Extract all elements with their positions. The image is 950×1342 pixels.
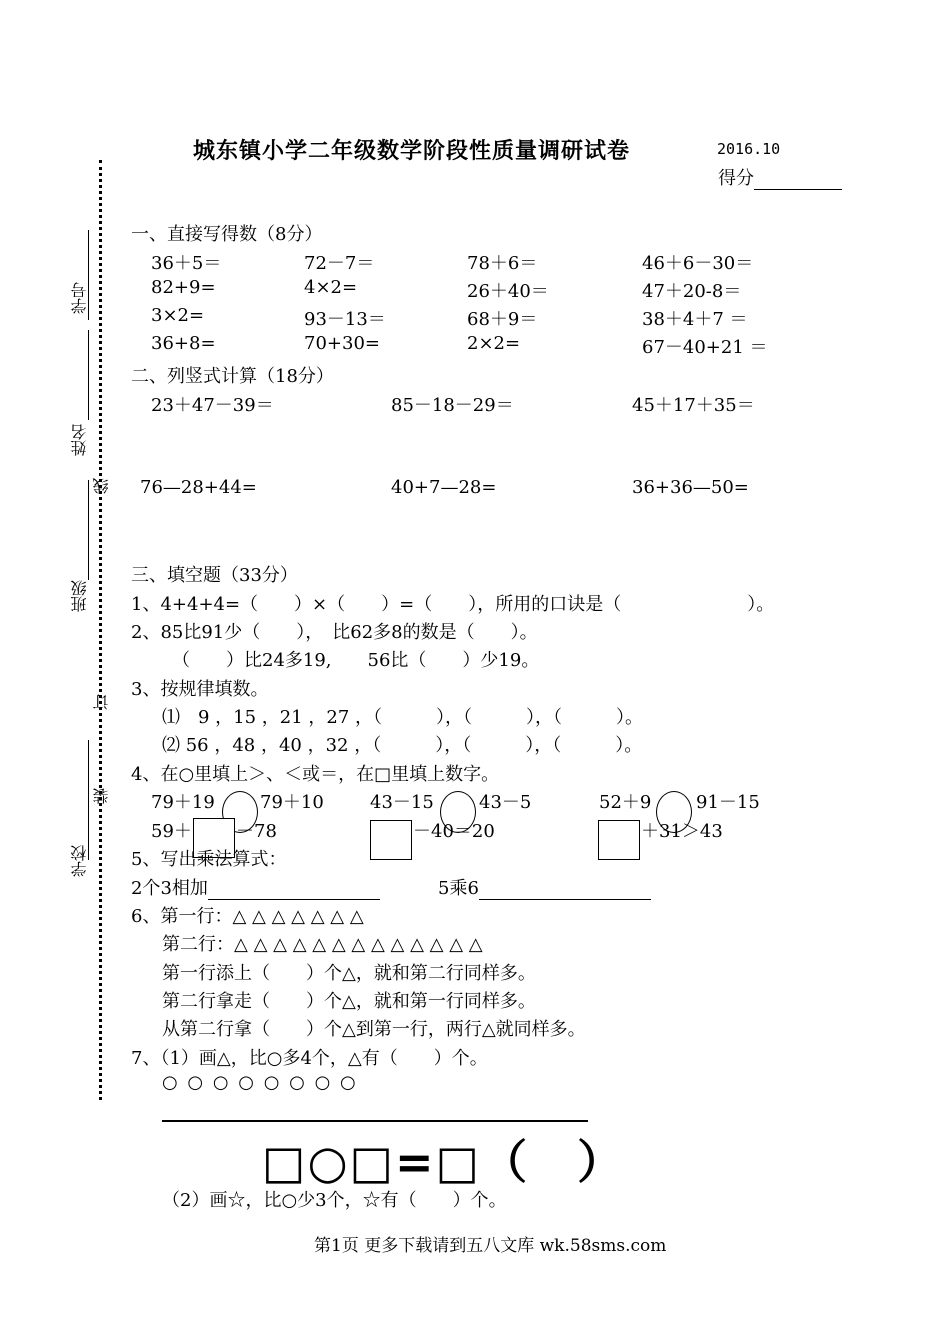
side-label-zhuang: 装 (92, 788, 111, 804)
q5-label-a: 2个3相加 (131, 878, 208, 899)
fill-square[interactable] (370, 820, 412, 860)
section2-heading: 二、列竖式计算（18分） (131, 366, 334, 387)
q4-expr: 91－15 (696, 792, 760, 813)
side-label-xuexiao: 学校 (70, 845, 89, 877)
s1-item: 3×2= (151, 305, 205, 326)
s2-item: 23＋47－39＝ (151, 395, 274, 416)
s1-item: 78＋6＝ (467, 253, 538, 274)
s2-item: 40+7—28= (391, 477, 497, 498)
q5-label-b: 5乘6 (438, 878, 479, 899)
q5-item-b (438, 874, 651, 900)
q7-part2: （2）画☆，比○少3个，☆有（ ）个。 (162, 1190, 507, 1211)
s2-item: 36+36—50= (632, 477, 749, 498)
s1-item: 93－13＝ (304, 309, 386, 330)
q4-expr: －78 (236, 821, 277, 842)
section1-heading: 一、直接写得数（8分） (131, 224, 323, 245)
q4-expr: 79＋19 (151, 792, 215, 813)
q6-q2: 第二行拿走（ ）个△，就和第一行同样多。 (162, 991, 536, 1012)
s2-item: 76—28+44= (140, 477, 257, 498)
s2-item: 85－18－29＝ (391, 395, 514, 416)
section3-heading: 三、填空题（33分） (131, 565, 298, 586)
q6-row2: 第二行：△ △ △ △ △ △ △ △ △ △ △ △ △ (162, 934, 483, 955)
s1-item: 67－40+21 ＝ (642, 337, 768, 358)
q2-text-line2: （ ）比24多19, 56比（ ）少19。 (172, 650, 540, 671)
side-label-ding: 订 (92, 694, 111, 710)
s1-item: 2×2= (467, 333, 521, 354)
q5-text: 5、写出乘法算式： (131, 849, 287, 870)
q6-row1: 6、第一行：△ △ △ △ △ △ △ (131, 906, 364, 927)
side-label-xian: 线 (92, 478, 111, 494)
side-label-banji: 班级 (70, 580, 89, 612)
s1-item: 47＋20-8＝ (642, 281, 742, 302)
s1-item: 70+30= (304, 333, 380, 354)
q4-expr: 52＋9 (599, 792, 652, 813)
q4-expr: 59＋ (151, 821, 192, 842)
s1-item: 36+8= (151, 333, 216, 354)
binding-dotted-line (99, 160, 102, 1100)
side-label-xingming: 姓名 (70, 424, 89, 456)
q5-item-a (131, 874, 380, 900)
side-label-xuehao: 学号 (70, 282, 89, 314)
exam-date: 2016.10 (717, 140, 781, 158)
q3-row2: ⑵ 56 ，48 ，40 ，32 ，（ ），（ ），（ ）。 (162, 735, 643, 756)
s1-item: 82+9= (151, 277, 216, 298)
q4-expr: －40＝20 (413, 821, 495, 842)
side-blank-banji (88, 480, 89, 580)
s1-item: 26＋40＝ (467, 281, 549, 302)
fill-square[interactable] (598, 820, 640, 860)
s1-item: 46＋6－30＝ (642, 253, 754, 274)
q7-text: 7、（1）画△，比○多4个，△有（ ）个。 (131, 1048, 488, 1069)
s1-item: 38＋4＋7 ＝ (642, 309, 748, 330)
score-field (718, 164, 842, 190)
q6-q3: 从第二行拿（ ）个△到第一行，两行△就同样多。 (162, 1019, 586, 1040)
q3-text: 3、按规律填数。 (131, 679, 269, 700)
s1-item: 72－7＝ (304, 253, 375, 274)
q7-symbol-equation: □○□=□（ ） (262, 1135, 626, 1189)
q4-expr: ＋31＞43 (641, 821, 723, 842)
q4-expr: 79＋10 (260, 792, 324, 813)
s1-item: 36＋5＝ (151, 253, 222, 274)
page-footer: 第1页 更多下载请到五八文库 wk.58sms.com (314, 1236, 667, 1256)
side-blank-xingming (88, 330, 89, 420)
q2-text: 2、85比91少（ ）， 比62多8的数是（ ）。 (131, 622, 538, 643)
q7-circles: ○ ○ ○ ○ ○ ○ ○ ○ (162, 1072, 358, 1093)
s1-item: 68＋9＝ (467, 309, 538, 330)
q4-expr: 43－15 (370, 792, 434, 813)
q6-q1: 第一行添上（ ）个△，就和第二行同样多。 (162, 963, 536, 984)
answer-blank[interactable] (479, 882, 651, 900)
side-blank-xuexiao (88, 740, 89, 860)
answer-blank[interactable] (208, 882, 380, 900)
q3-row1: ⑴ 9 ，15 ，21 ，27 ，（ ），（ ），（ ）。 (162, 707, 644, 728)
q1-text: 1、4+4+4=（ ）×（ ）=（ ），所用的口诀是（ ）。 (131, 594, 775, 615)
s1-item: 4×2= (304, 277, 358, 298)
s2-item: 45＋17＋35＝ (632, 395, 755, 416)
drawing-line[interactable] (162, 1120, 588, 1122)
q4-expr: 43－5 (479, 792, 532, 813)
score-blank (754, 173, 842, 190)
score-label: 得分 (718, 168, 754, 189)
page-title: 城东镇小学二年级数学阶段性质量调研试卷 (193, 138, 631, 164)
q4-text: 4、在○里填上＞、＜或＝，在□里填上数字。 (131, 764, 500, 785)
